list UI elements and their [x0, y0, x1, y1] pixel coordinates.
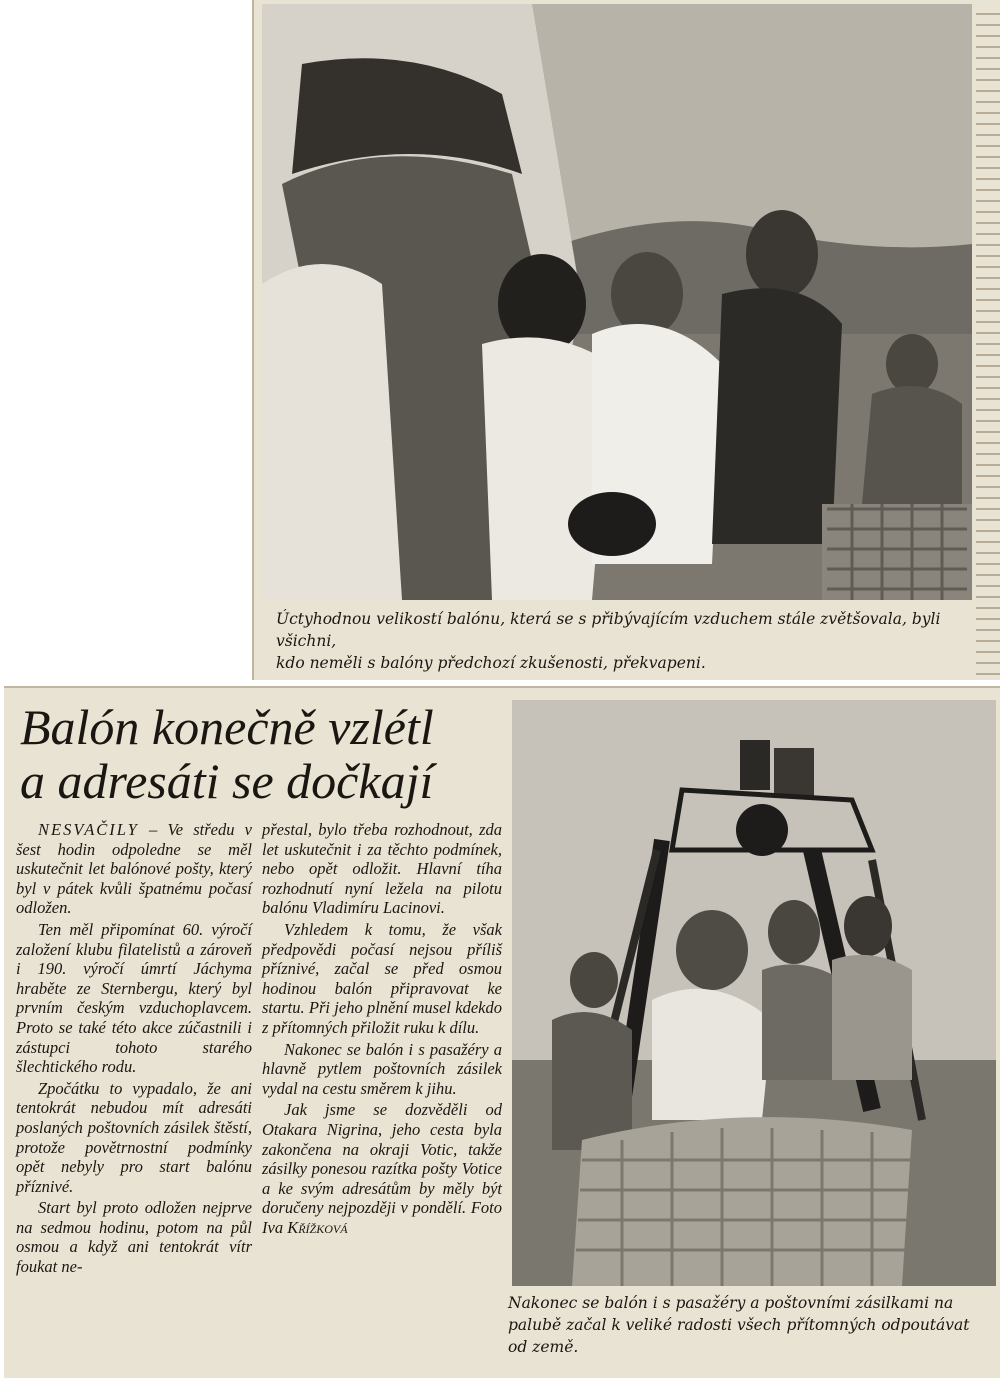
balloon-inflation-photo — [262, 4, 972, 600]
paragraph: Nakonec se balón i s pasažéry a hlavně pytlem poštovních zásilek vydal na cestu směrem k jihu. — [262, 1039, 502, 1098]
top-caption-line: kdo neměli s balóny předchozí zkušenosti, překvapeni. — [276, 654, 706, 672]
paragraph-text: Jak jsme se dozvěděli od Otakara Nigrina, jeho cesta byla zakončena na okraji Votic, takže zásilky ponesou razítka pošty Votice a ke svým adresátům by měly být doručeny nejpozději v pondělí. — [262, 1100, 502, 1218]
headline-line: Balón konečně vzlétl — [20, 699, 434, 755]
top-caption-line: Úctyhodnou velikostí balónu, která se s přibývajícím vzduchem stále zvětšovala, byli všichni, — [276, 610, 941, 650]
paragraph: přestal, bylo třeba rozhodnout, zda let uskutečnit i za těchto podmínek, nebo opět odložit. Hlavní tíha rozhodnutí nyní ležela na pilotu balónu Vladimíru Lacinovi. — [262, 820, 502, 918]
article-column-1 — [16, 820, 252, 1279]
top-photo-caption — [276, 608, 996, 674]
paragraph: Start byl proto odložen nejprve na sedmou hodinu, potom na půl osmou a když ani tentokrát vítr foukat ne- — [16, 1198, 252, 1277]
bottom-caption-line: Nakonec se balón i s pasažéry a poštovními zásilkami na — [508, 1294, 954, 1312]
bottom-caption-line: palubě začal k veliké radosti všech přítomných odpoutávat — [508, 1316, 970, 1334]
credit-name: Křížková — [287, 1217, 348, 1237]
paragraph: Vzhledem k tomu, že však předpovědi počasí nejsou příliš příznivé, začal se před osmou hodinou balón připravovat ke startu. Při jeho plnění musel kdekdo z přítomných přiložit ruku k dílu. — [262, 919, 502, 1037]
headline-line: a adresáti se dočkají — [20, 753, 434, 809]
lead-text: – Ve středu v šest hodin odpoledne se měl uskutečnit let balónové pošty, který byl v pátek kvůli špatnému počasí odložen. — [16, 820, 252, 918]
paragraph — [16, 820, 252, 918]
article-column-2 — [262, 820, 502, 1239]
bottom-caption-line: od země. — [508, 1338, 579, 1356]
photo-illustration — [262, 4, 972, 600]
adjacent-column-bleed — [976, 4, 1000, 676]
dateline: NESVAČILY — [38, 820, 139, 839]
article-headline — [20, 700, 510, 808]
photo-illustration — [512, 700, 996, 1286]
bottom-photo-caption — [508, 1292, 994, 1358]
paragraph: Ten měl připomínat 60. výročí založení klubu filatelistů a zároveň i 190. výročí úmrtí Jáchyma hraběte ze Sternbergu, který byl prvním českým vzduchoplavcem. Proto se také této akce zúčastnili i zástupci tohoto starého šlechtického rodu. — [16, 919, 252, 1077]
credit-prefix: Foto Iva — [262, 1198, 503, 1237]
paragraph: Zpočátku to vypadalo, že ani tentokrát nebudou mít adresáti poslaných poštovních zásilek štěstí, protože povětrnostní podmínky opět nebyly pro start balónu příznivé. — [16, 1078, 252, 1196]
paragraph — [262, 1100, 502, 1237]
balloon-basket-photo — [512, 700, 996, 1286]
